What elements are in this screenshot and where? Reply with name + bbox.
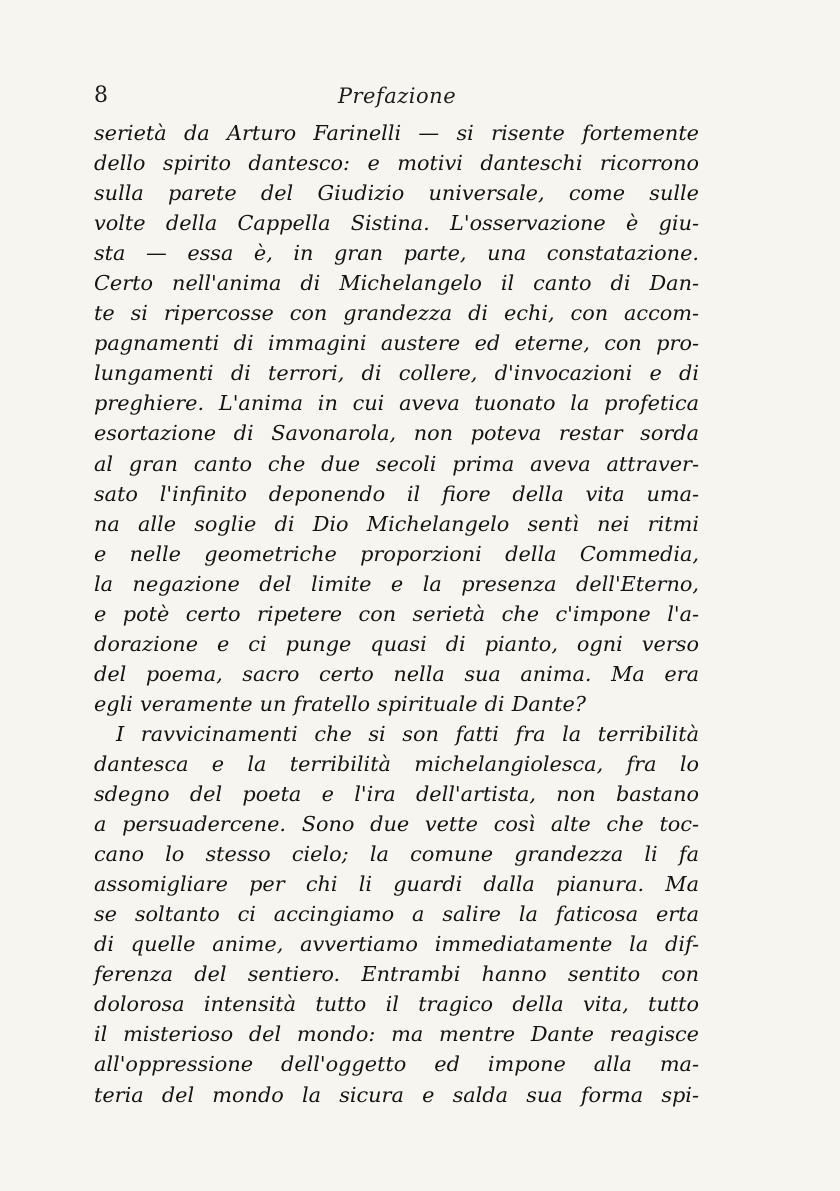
text-line: dantesca e la terribilità michelangiolesca, fra lo: [94, 751, 699, 776]
text-line: esortazione di Savonarola, non poteva restar sorda: [94, 421, 699, 446]
text-line: sdegno del poeta e l'ira dell'artista, non bastano: [94, 782, 699, 807]
text-line: na alle soglie di Dio Michelangelo sentì nei ritmi: [94, 511, 699, 536]
page-header: [92, 80, 702, 116]
text-line: di quelle anime, avvertiamo immediatamente la dif-: [94, 932, 699, 957]
text-line: preghiere. L'anima in cui aveva tuonato la profetica: [94, 391, 699, 416]
text-line: e potè certo ripetere con serietà che c'impone l'a-: [94, 601, 699, 626]
text-line: te si ripercosse con grandezza di echi, con accom-: [94, 301, 699, 326]
page-number: 8: [94, 83, 108, 108]
text-line: pagnamenti di immagini austere ed eterne, con pro-: [94, 331, 699, 356]
text-line: dello spirito dantesco: e motivi danteschi ricorrono: [94, 151, 699, 176]
text-line: sato l'infinito deponendo il fiore della vita uma-: [94, 481, 699, 506]
text-line: se soltanto ci accingiamo a salire la faticosa erta: [94, 902, 699, 927]
body-text: [94, 118, 699, 1110]
text-line: serietà da Arturo Farinelli — si risente fortemente: [94, 121, 699, 145]
text-line: al gran canto che due secoli prima aveva attraver-: [94, 451, 699, 476]
text-line: sta — essa è, in gran parte, una constatazione.: [94, 241, 699, 266]
text-line: dorazione e ci punge quasi di pianto, ogni verso: [94, 631, 699, 656]
text-line: del poema, sacro certo nella sua anima. Ma era: [94, 661, 699, 686]
text-line: assomigliare per chi li guardi dalla pianura. Ma: [94, 872, 699, 897]
text-line: volte della Cappella Sistina. L'osservazione è giu-: [94, 211, 699, 236]
text-line: all'oppressione dell'oggetto ed impone alla ma-: [94, 1052, 699, 1077]
text-line: e nelle geometriche proporzioni della Commedia,: [94, 541, 699, 566]
text-line: cano lo stesso cielo; la comune grandezza li fa: [94, 842, 699, 867]
text-line-paragraph-end: egli veramente un fratello spirituale di Dante?: [94, 691, 586, 716]
text-line: la negazione del limite e la presenza dell'Eterno,: [94, 571, 699, 596]
text-line: dolorosa intensità tutto il tragico della vita, tutto: [94, 992, 699, 1017]
text-line: il misterioso del mondo: ma mentre Dante reagisce: [94, 1022, 699, 1047]
text-line: ferenza del sentiero. Entrambi hanno sentito con: [94, 962, 699, 987]
text-line: sulla parete del Giudizio universale, come sulle: [94, 181, 699, 206]
text-line: teria del mondo la sicura e salda sua forma spi-: [94, 1082, 699, 1107]
text-line: Certo nell'anima di Michelangelo il canto di Dan-: [94, 271, 699, 296]
running-title: Prefazione: [337, 84, 457, 108]
text-line: lungamenti di terrori, di collere, d'invocazioni e di: [94, 361, 699, 386]
text-line: a persuadercene. Sono due vette così alte che toc-: [94, 812, 699, 837]
text-line-paragraph-start: I ravvicinamenti che si son fatti fra la terribilità: [116, 721, 699, 746]
